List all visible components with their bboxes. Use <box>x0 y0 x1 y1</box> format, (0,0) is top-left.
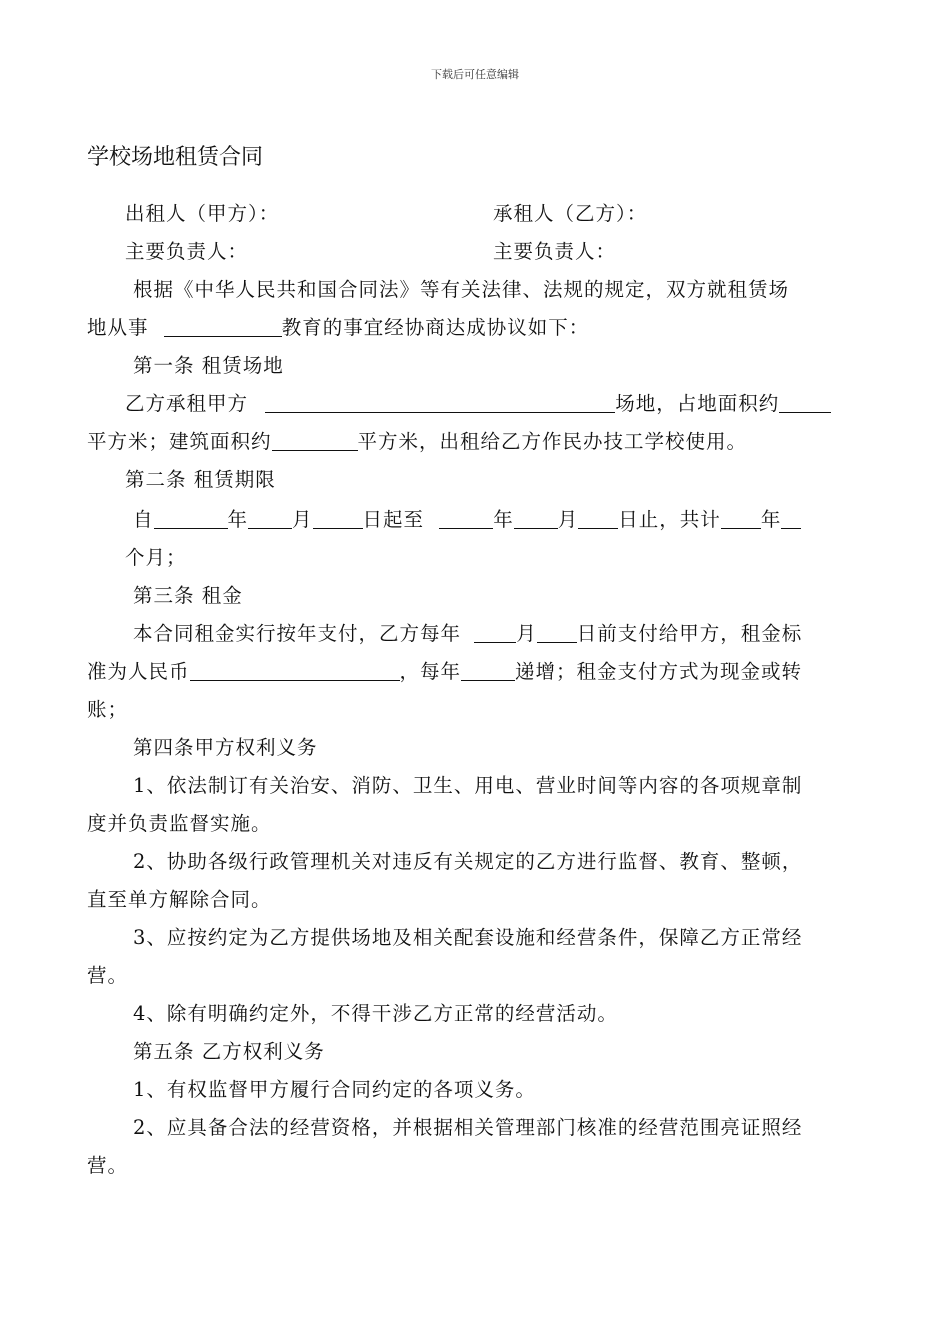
article-1-text-a: 乙方承租甲方 <box>125 392 249 415</box>
field-end-month[interactable] <box>514 510 558 529</box>
article-1-text-c: 平方米；建筑面积约 <box>87 430 272 453</box>
intro-line-2 <box>87 312 589 340</box>
article-1-line-2 <box>87 426 747 454</box>
term-month-label-2: 月 <box>557 508 579 531</box>
article-3-line-2 <box>87 656 802 684</box>
article-5-title: 第五条 乙方权利义务 <box>133 1040 325 1063</box>
rent-text-a: 本合同租金实行按年支付，乙方每年 <box>133 622 462 645</box>
article-1-text-d: 平方米，出租给乙方作民办技工学校使用。 <box>357 430 748 453</box>
party-a-head-label: 主要负责人： <box>125 240 249 263</box>
party-a-label: 出租人（甲方）： <box>125 202 280 225</box>
rent-text-c: 日前支付给甲方，租金标 <box>576 622 803 645</box>
field-end-year[interactable] <box>439 510 493 529</box>
article-2-line-1 <box>133 504 801 532</box>
article-2-line-2: 个月； <box>125 546 187 569</box>
article-4-item-2-line-1: 2、协助各级行政管理机关对违反有关规定的乙方进行监督、教育、整顿， <box>133 850 803 873</box>
term-from-label: 自 <box>133 508 154 531</box>
article-1-text-b: 场地，占地面积约 <box>615 392 780 415</box>
field-start-month[interactable] <box>248 510 292 529</box>
field-total-months[interactable] <box>781 510 801 529</box>
term-month-label: 月 <box>292 508 313 531</box>
field-rent-increase[interactable] <box>461 662 515 681</box>
intro-text-a: 地从事 <box>87 316 149 339</box>
article-1-title: 第一条 租赁场地 <box>133 354 284 377</box>
article-4-item-1-line-2: 度并负责监督实施。 <box>87 812 272 835</box>
article-4-item-1-line-1: 1、依法制订有关治安、消防、卫生、用电、营业时间等内容的各项规章制 <box>133 774 803 797</box>
article-3-line-3: 账； <box>87 698 129 721</box>
article-4-item-3-line-2: 营。 <box>87 964 129 987</box>
document-title: 学校场地租赁合同 <box>87 145 264 170</box>
field-end-day[interactable] <box>578 510 618 529</box>
field-education-type[interactable] <box>164 318 282 337</box>
party-b-head-label: 主要负责人： <box>493 240 617 263</box>
rent-text-e: ，每年 <box>399 660 462 683</box>
article-4-item-2-line-2: 直至单方解除合同。 <box>87 888 272 911</box>
article-3-title: 第三条 租金 <box>133 584 243 607</box>
field-total-years[interactable] <box>721 510 761 529</box>
intro-text-b: 教育的事宜经协商达成协议如下： <box>281 316 590 339</box>
field-land-area[interactable] <box>779 394 831 413</box>
party-b-label: 承租人（乙方）： <box>493 202 648 225</box>
article-3-line-1 <box>133 618 802 646</box>
article-4-title: 第四条甲方权利义务 <box>133 736 318 759</box>
term-day-from-label: 日起至 <box>362 508 425 531</box>
intro-line-1: 根据《中华人民共和国合同法》等有关法律、法规的规定，双方就租赁场 <box>133 278 790 301</box>
field-start-day[interactable] <box>313 510 363 529</box>
article-5-item-2-line-2: 营。 <box>87 1154 129 1177</box>
rent-text-b: 月 <box>516 622 537 645</box>
term-day-to-label: 日止，共计 <box>618 508 721 531</box>
header-note: 下载后可任意编辑 <box>431 68 519 81</box>
term-year-label: 年 <box>227 508 249 531</box>
article-5-item-2-line-1: 2、应具备合法的经营资格，并根据相关管理部门核准的经营范围亮证照经 <box>133 1116 803 1139</box>
term-year-label-3: 年 <box>760 508 782 531</box>
field-site-name[interactable] <box>265 394 615 413</box>
article-2-title: 第二条 租赁期限 <box>125 468 276 491</box>
article-1-line-1 <box>125 388 831 416</box>
term-year-label-2: 年 <box>493 508 514 531</box>
field-building-area[interactable] <box>272 432 358 451</box>
article-4-item-4: 4、除有明确约定外，不得干涉乙方正常的经营活动。 <box>133 1002 618 1025</box>
rent-text-f: 递增；租金支付方式为现金或转 <box>515 660 803 683</box>
field-rent-amount[interactable] <box>190 662 400 681</box>
rent-text-d: 准为人民币 <box>87 660 190 683</box>
field-pay-day[interactable] <box>537 624 577 643</box>
article-4-item-3-line-1: 3、应按约定为乙方提供场地及相关配套设施和经营条件，保障乙方正常经 <box>133 926 803 949</box>
article-5-item-1: 1、有权监督甲方履行合同约定的各项义务。 <box>133 1078 536 1101</box>
field-start-year[interactable] <box>154 510 228 529</box>
field-pay-month[interactable] <box>474 624 516 643</box>
